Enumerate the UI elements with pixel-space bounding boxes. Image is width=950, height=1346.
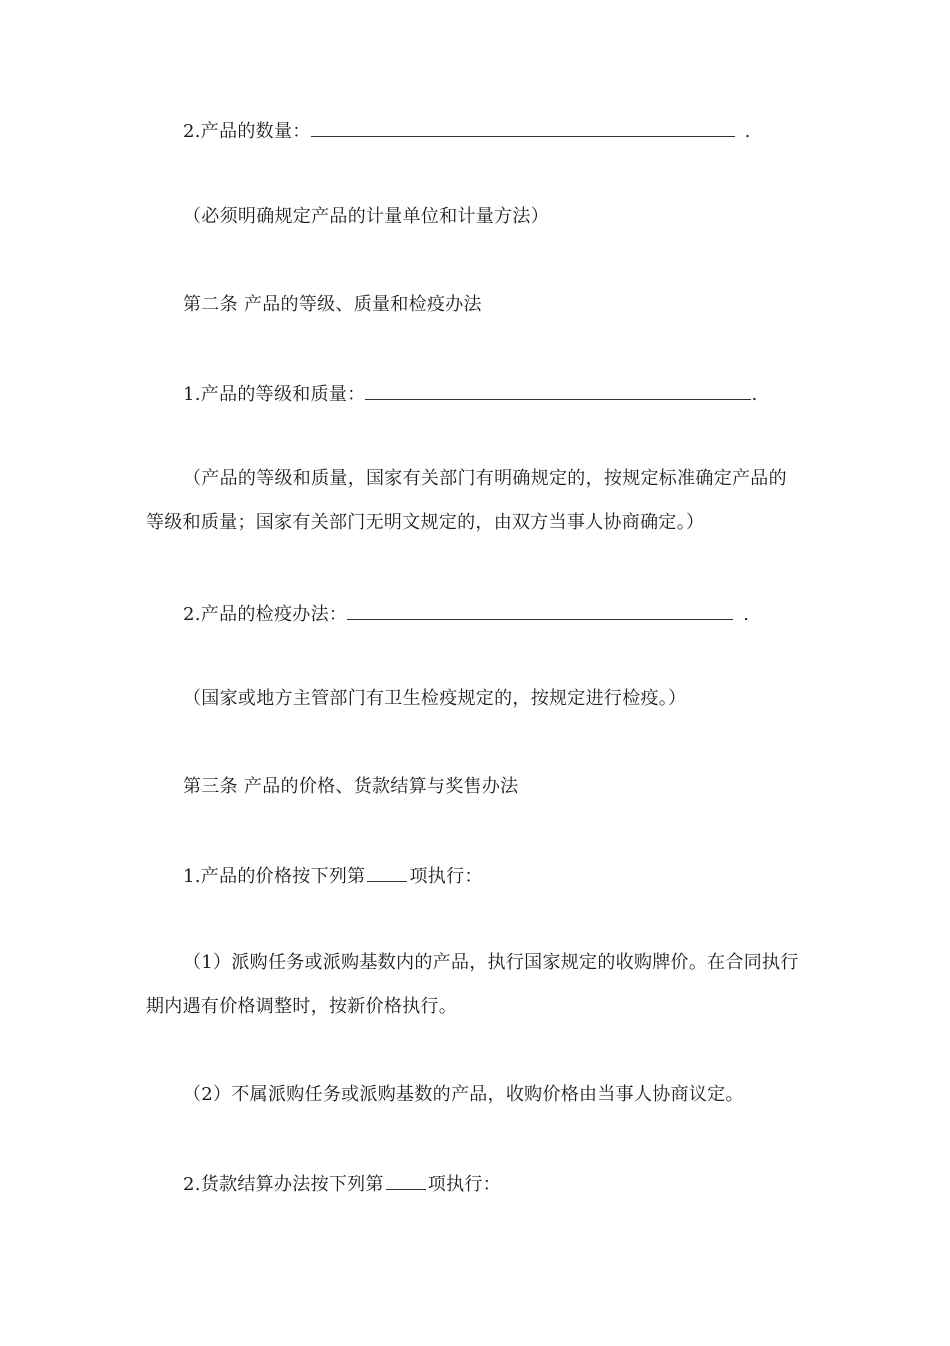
- payment-blank: [386, 1171, 426, 1190]
- quantity-blank: [311, 118, 735, 137]
- quarantine-line: [183, 601, 749, 627]
- grade-line: [183, 381, 758, 407]
- price-option-1-line-1: （1）派购任务或派购基数内的产品，执行国家规定的收购牌价。在合同执行: [183, 952, 799, 973]
- price-option-1-line-2: 期内遇有价格调整时，按新价格执行。: [146, 996, 458, 1017]
- grade-end: .: [751, 384, 758, 405]
- payment-line: [183, 1171, 501, 1197]
- price-blank: [367, 863, 407, 882]
- price-prefix: 1.产品的价格按下列第: [183, 866, 366, 887]
- quarantine-end: .: [743, 604, 750, 625]
- grade-blank: [365, 381, 751, 400]
- article-2-title: 第二条 产品的等级、质量和检疫办法: [183, 294, 482, 315]
- quantity-line: [183, 118, 751, 144]
- quarantine-note: （国家或地方主管部门有卫生检疫规定的，按规定进行检疫。）: [183, 688, 687, 709]
- price-line: [183, 863, 483, 889]
- grade-note-line-2: 等级和质量；国家有关部门无明文规定的，由双方当事人协商确定。）: [146, 512, 705, 533]
- grade-label: 1.产品的等级和质量：: [183, 384, 366, 405]
- quantity-label: 2.产品的数量：: [183, 121, 311, 142]
- grade-note-line-1: （产品的等级和质量，国家有关部门有明确规定的，按规定标准确定产品的: [183, 468, 787, 489]
- price-option-2: （2）不属派购任务或派购基数的产品，收购价格由当事人协商议定。: [183, 1084, 744, 1105]
- payment-prefix: 2.货款结算办法按下列第: [183, 1174, 384, 1195]
- price-suffix: 项执行：: [409, 866, 483, 887]
- quarantine-label: 2.产品的检疫办法：: [183, 604, 348, 625]
- quantity-end: .: [744, 121, 751, 142]
- article-3-title: 第三条 产品的价格、货款结算与奖售办法: [183, 776, 519, 797]
- quarantine-blank: [347, 601, 733, 620]
- payment-suffix: 项执行：: [427, 1174, 501, 1195]
- quantity-note: （必须明确规定产品的计量单位和计量方法）: [183, 206, 549, 227]
